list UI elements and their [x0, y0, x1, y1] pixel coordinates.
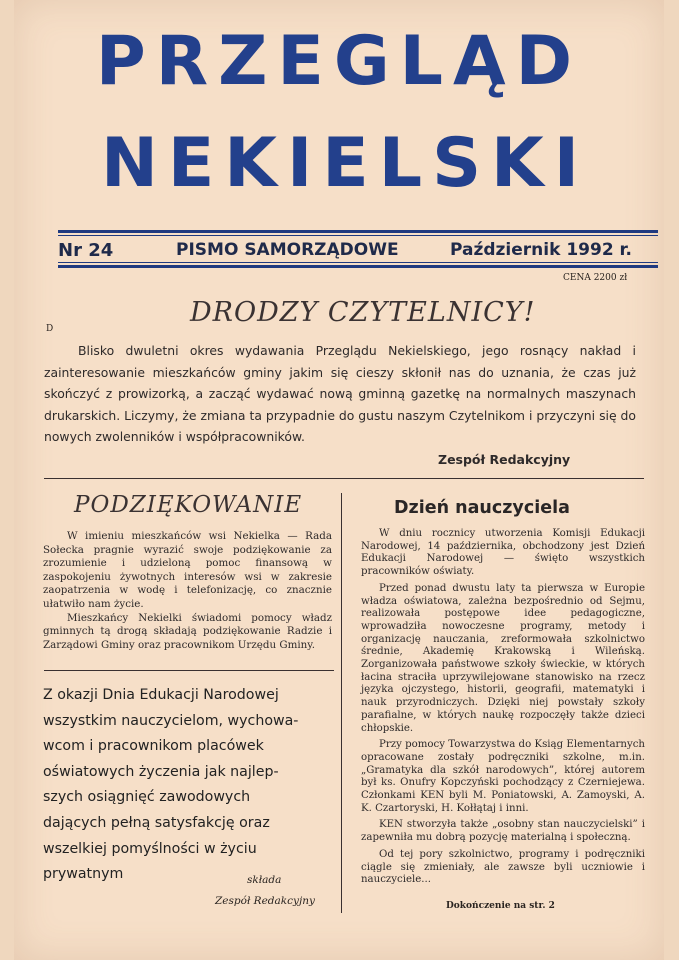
wishes-signature: Zespół Redakcyjny [215, 895, 315, 907]
teacher-day-paragraph: W dniu rocznicy utworzenia Komisji Edukacji Narodowej, 14 października, obchodzony jest Dzień Edukacji Narodowej — święto wszystkich pracowników oświaty. [361, 528, 645, 578]
continuation-note: Dokończenie na str. 2 [446, 901, 555, 911]
issue-number: Nr 24 [58, 240, 114, 261]
header-rule-bottom [58, 265, 658, 268]
wishes-line: szych osiągnięć zawodowych [43, 789, 251, 806]
thanks-title: PODZIĘKOWANIE [74, 492, 303, 518]
masthead-line-1: PRZEGLĄD [95, 22, 583, 101]
wishes-line: wcom i pracownikom placówek [43, 738, 264, 755]
greeting-title: DRODZY CZYTELNICY! [190, 297, 536, 328]
thanks-paragraph-2: Mieszkańcy Nekielki świadomi pomocy władz gminnych tą drogą składają podziękowanie Radzie i Zarządowi Gminy oraz pracownikom Urzędu Gminy. [43, 611, 332, 651]
price-label: CENA 2200 zł [563, 273, 628, 283]
section-divider [44, 478, 644, 479]
teacher-day-body [361, 528, 645, 891]
wishes-signature-label: składa [247, 874, 282, 886]
margin-mark: D [46, 324, 54, 334]
thanks-paragraph-1: W imieniu mieszkańców wsi Nekielka — Rada Sołecka pragnie wyrazić swoje podziękowanie za zrozumienie i udzieloną pomoc finansową w zaspokojeniu żywotnych interesów wsi w zakresie zaopatrzenia w wodę i telefonizację, co znacznie ułatwiło nam życie. [43, 530, 332, 610]
wishes-block [43, 683, 343, 888]
newspaper-page [14, 0, 664, 960]
header-rule-bottom-thin [58, 262, 658, 263]
masthead-line-2: NEKIELSKI [100, 124, 590, 203]
teacher-day-paragraph: KEN stworzyła także „osobny stan nauczycielski” i zapewniła mu dobrą pozycję materialną i społeczną. [361, 819, 645, 844]
teacher-day-paragraph: Przed ponad dwustu laty ta pierwsza w Europie władza oświatowa, zależna bezpośrednio od Sejmu, realizowała postępowe idee pedagogiczne, wprowadziła nowoczesne programy, metody i organizację nauczania, zreformowała szkolnictwo średnie, Akademię Krakowską i Wileńską. Zorganizowała państwowe szkoły świeckie, w których łacina straciła uprzywilejowane stanowisko na rzecz języka ojczystego, historii, geografii, matematyki i nauk przyrodniczych. Dzięki niej powstały szkoły parafialne, w których naukę rozpoczęły także dzieci chłopskie. [361, 582, 645, 734]
issue-date: Październik 1992 r. [450, 240, 632, 260]
column-divider [341, 493, 342, 913]
wishes-line: dających pełną satysfakcję oraz [43, 814, 270, 831]
wishes-line: prywatnym [43, 866, 124, 883]
issue-info-bar [58, 240, 658, 264]
teacher-day-paragraph: Od tej pory szkolnictwo, programy i podręczniki ciągle się zmieniały, ale zawsze byli uczniowie i nauczyciele... [361, 848, 645, 886]
thanks-body [43, 530, 332, 652]
header-rule-top-thin [58, 235, 658, 236]
teacher-day-title: Dzień nauczyciela [394, 498, 570, 518]
greeting-signature: Zespół Redakcyjny [438, 452, 571, 467]
left-column-divider [44, 670, 334, 671]
teacher-day-paragraph: Przy pomocy Towarzystwa do Ksiąg Elementarnych opracowane zostały podręczniki szkolne, m.in. „Gramatyka dla szkół narodowych”, której autorem był ks. Onufry Kopczyński pochodzący z Czerniejewa. Członkami KEN byli M. Poniatowski, A. Zamoyski, A. K. Czartoryski, H. Kołłątaj i inni. [361, 739, 645, 814]
wishes-line: wszelkiej pomyślności w życiu [43, 840, 257, 857]
greeting-body: Blisko dwuletni okres wydawania Przeglądu Nekielskiego, jego rosnący nakład i zainteresowanie mieszkańców gminy jakim się cieszy skłonił nas do uznania, że czas już skończyć z prowizorką, a zacząć wydawać nową gminną gazetkę na normalnych maszynach drukarskich. Liczymy, że zmiana ta przypadnie do gustu naszym Czytelnikom i przyczyni się do nowych zwolenników i współpracowników. [44, 343, 636, 444]
paper-subtitle: PISMO SAMORZĄDOWE [176, 240, 399, 260]
header-rule-top [58, 230, 658, 233]
wishes-line: oświatowych życzenia jak najlep- [43, 763, 279, 780]
wishes-line: wszystkim nauczycielom, wychowa- [43, 712, 299, 729]
wishes-line: Z okazji Dnia Edukacji Narodowej [43, 687, 279, 703]
